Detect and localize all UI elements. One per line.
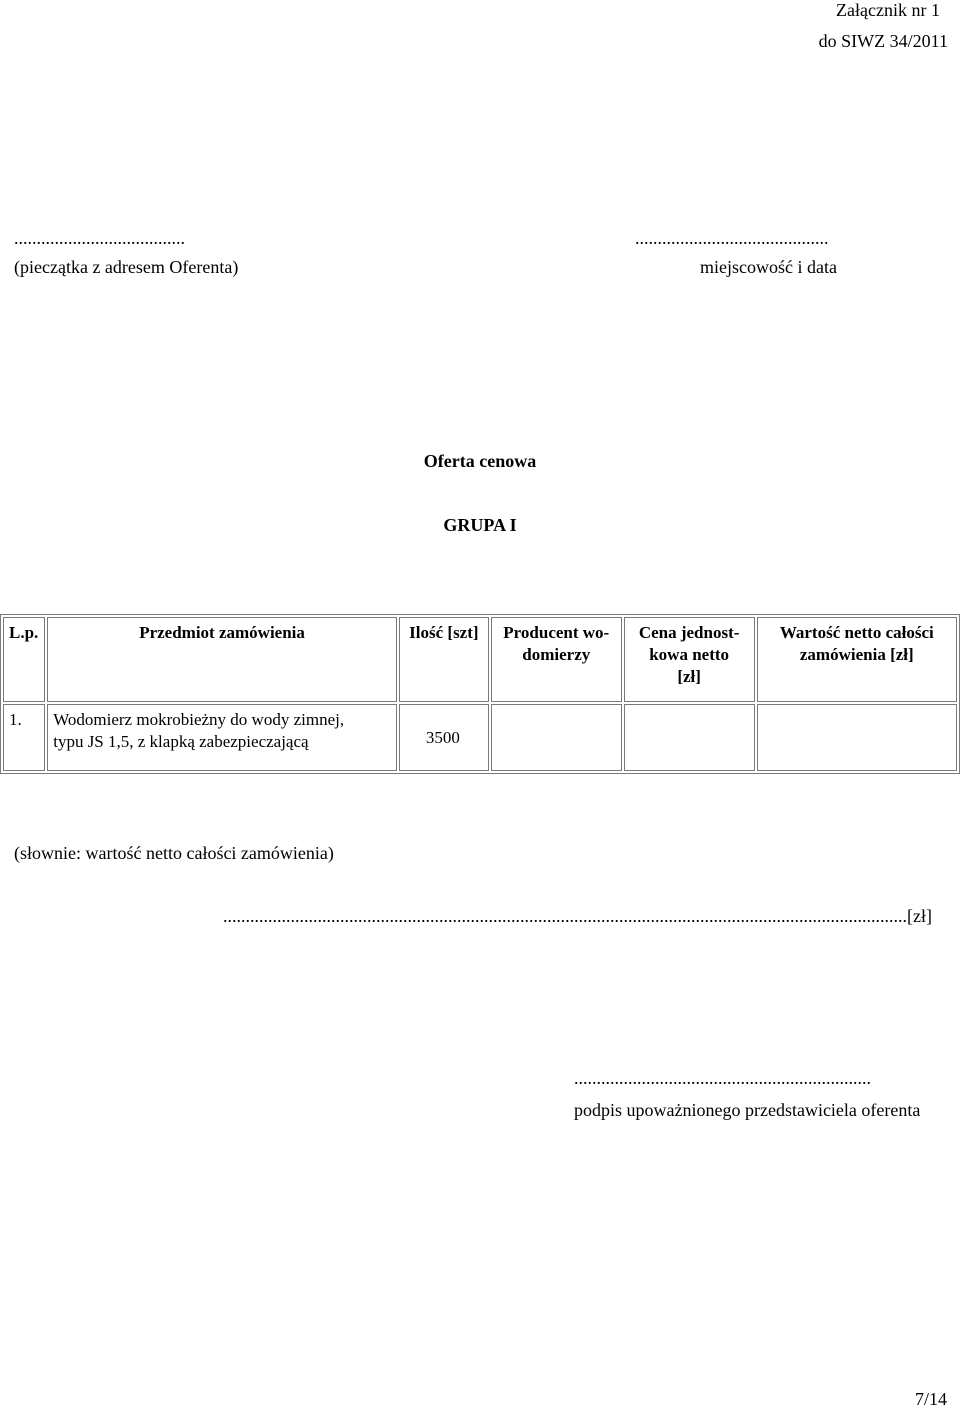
header-lp: L.p.: [3, 617, 45, 702]
header-producer: [491, 617, 622, 702]
row-subject-line1: Wodomierz mokrobieżny do wody zimnej,: [53, 710, 345, 729]
in-words-label: (słownie: wartość netto całości zamówienia): [14, 843, 334, 863]
table-row: [3, 704, 957, 771]
signature-dotted-line[interactable]: ..................................................................: [574, 1068, 871, 1088]
place-date-dotted-line: ...........................................: [635, 228, 829, 248]
offer-title: Oferta cenowa: [423, 451, 537, 471]
header-quantity: Ilość [szt]: [399, 617, 489, 702]
row-producer-cell[interactable]: [491, 704, 622, 771]
header-total-line2: zamówienia [zł]: [799, 645, 914, 664]
signature-label: podpis upoważnionego przedstawiciela oferenta: [574, 1100, 921, 1120]
group-title: GRUPA I: [443, 515, 517, 535]
row-unit-price-cell[interactable]: [624, 704, 755, 771]
header-subject: Przedmiot zamówienia: [47, 617, 397, 702]
header-unit-price-line1: Cena jednost-: [638, 623, 740, 642]
header-unit-price-line2: kowa netto: [649, 645, 730, 664]
row-subject: [47, 704, 397, 771]
header-total-line1: Wartość netto całości: [779, 623, 934, 642]
page-number: 7/14: [914, 1389, 947, 1409]
place-date-label: miejscowość i data: [700, 257, 837, 277]
amount-in-words-line[interactable]: ........................................................................................................................................................[zł]: [223, 906, 932, 926]
header-producer-line2: domierzy: [522, 645, 591, 664]
row-quantity: 3500: [399, 704, 489, 771]
annex-number: Załącznik nr 1: [836, 0, 940, 20]
header-unit-price-line3: [zł]: [677, 667, 701, 686]
row-lp: 1.: [3, 704, 45, 771]
stamp-label: (pieczątka z adresem Oferenta): [14, 257, 239, 277]
table-header-row: [3, 617, 957, 702]
header-total: [757, 617, 957, 702]
price-table: [0, 614, 960, 774]
stamp-dotted-line: ......................................: [14, 228, 185, 248]
row-total-cell[interactable]: [757, 704, 957, 771]
row-subject-line2: typu JS 1,5, z klapką zabezpieczającą: [53, 732, 309, 751]
annex-reference: do SIWZ 34/2011: [818, 31, 948, 51]
header-unit-price: [624, 617, 755, 702]
header-producer-line1: Producent wo-: [503, 623, 610, 642]
